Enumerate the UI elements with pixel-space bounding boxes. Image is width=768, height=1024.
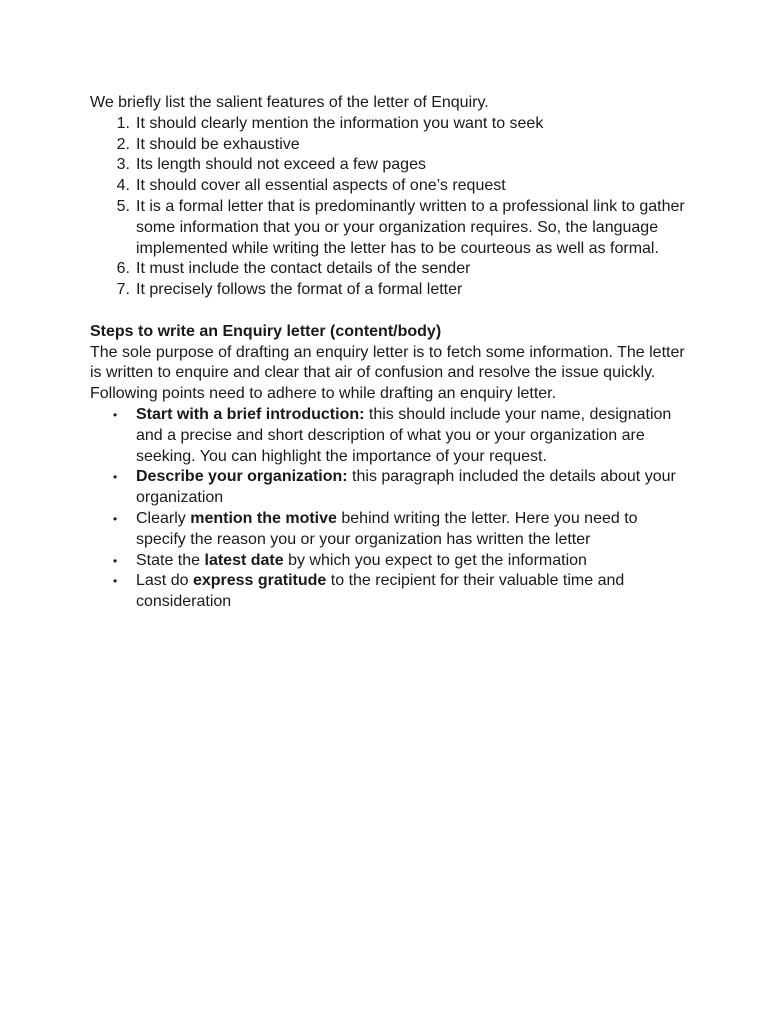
bullet-icon: • (113, 470, 118, 485)
bullet-item (90, 405, 690, 467)
list-item-text: It is a formal letter that is predominantly written to a professional link to gather some information that you or your organization requires. So, the language implemented while writing the letter has to be courteous as well as formal. (136, 197, 685, 257)
list-number: 1. (116, 114, 130, 132)
list-item (90, 135, 690, 156)
bullet-item (90, 467, 690, 509)
bullet-bold-text: Describe your organization: (136, 468, 348, 486)
bullet-bold-text: latest date (204, 551, 284, 569)
list-item (90, 259, 690, 280)
bullet-item (90, 509, 690, 551)
bullet-icon: • (113, 553, 118, 568)
bullet-post-text: this paragraph included the details about your organization (136, 468, 676, 507)
list-item (90, 114, 690, 135)
steps-intro-paragraph: The sole purpose of drafting an enquiry letter is to fetch some information. The letter is written to enquire and clear that air of confusion and resolve the issue quickly. Following points need to adhere to while drafting an enquiry letter. (90, 343, 685, 403)
bullet-post-text: this should include your name, designation and a precise and short description of what you or your organization are seeking. You can highlight the importance of your request. (136, 405, 672, 465)
list-number: 3. (116, 156, 130, 174)
list-number: 4. (116, 177, 130, 195)
list-item (90, 176, 690, 197)
bullet-icon: • (113, 574, 118, 589)
bullet-bold-text: express gratitude (192, 572, 327, 590)
bullet-bold-text: mention the motive (190, 509, 337, 527)
list-item (90, 197, 690, 259)
bullet-pre-text: State the (136, 551, 205, 569)
list-item (90, 280, 690, 301)
document-page (90, 93, 690, 613)
list-number: 7. (116, 281, 130, 299)
list-item (90, 155, 690, 176)
bullet-icon: • (113, 511, 118, 526)
list-item-text: It should be exhaustive (136, 135, 300, 153)
intro-paragraph: We briefly list the salient features of the letter of Enquiry. (90, 94, 489, 111)
list-item-text: It precisely follows the format of a formal letter (136, 281, 463, 299)
section-heading: Steps to write an Enquiry letter (content/body) (90, 322, 442, 340)
bullet-item (90, 571, 690, 613)
list-item-text: It must include the contact details of the sender (136, 260, 471, 278)
bullet-pre-text: Clearly (136, 509, 191, 527)
list-item-text: It should cover all essential aspects of one’s request (136, 177, 506, 195)
bullet-icon: • (113, 407, 118, 422)
list-number: 5. (116, 197, 130, 215)
list-item-text: It should clearly mention the information you want to seek (136, 114, 544, 132)
list-number: 6. (116, 260, 130, 278)
bullet-pre-text: Last do (136, 572, 193, 590)
list-number: 2. (116, 135, 130, 153)
bullet-post-text: by which you expect to get the information (283, 551, 587, 569)
steps-list (90, 405, 690, 613)
features-list (90, 114, 690, 301)
bullet-post-text: behind writing the letter. Here you need to specify the reason you or your organization has written the letter (136, 509, 638, 548)
list-item-text: Its length should not exceed a few pages (136, 156, 426, 174)
bullet-post-text: to the recipient for their valuable time and consideration (136, 572, 625, 611)
bullet-item (90, 551, 690, 572)
bullet-bold-text: Start with a brief introduction: (136, 405, 365, 423)
